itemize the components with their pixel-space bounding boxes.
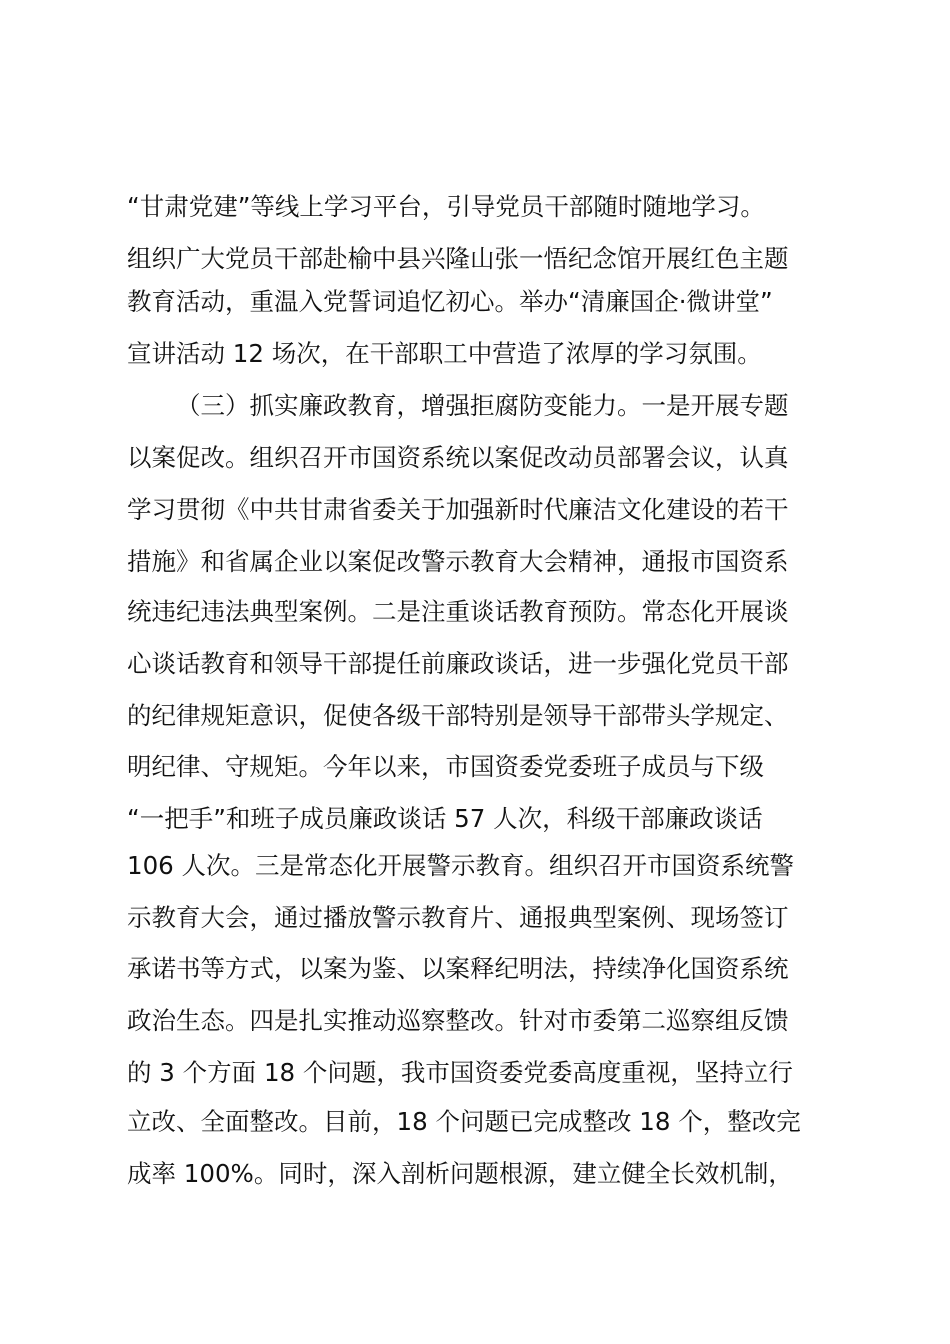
text-line: 成率 100%。同时，深入剖析问题根源，建立健全长效机制， <box>127 1159 793 1188</box>
text-line: 的 3 个方面 18 个问题，我市国资委党委高度重视，坚持立行 <box>127 1058 793 1087</box>
text-line: “甘肃党建”等线上学习平台，引导党员干部随时随地学习。 <box>127 192 765 221</box>
text-line: 立改、全面整改。目前，18 个问题已完成整改 18 个，整改完 <box>127 1107 801 1136</box>
text-line: 示教育大会，通过播放警示教育片、通报典型案例、现场签订 <box>127 903 789 932</box>
text-line: 教育活动，重温入党誓词追忆初心。举办“清廉国企·微讲堂” <box>127 287 773 316</box>
text-line: “一把手”和班子成员廉政谈话 57 人次，科级干部廉政谈话 <box>127 804 763 833</box>
text-line: 106 人次。三是常态化开展警示教育。组织召开市国资系统警 <box>127 851 795 880</box>
text-line: 以案促改。组织召开市国资系统以案促改动员部署会议，认真 <box>127 443 789 472</box>
text-line: 组织广大党员干部赴榆中县兴隆山张一悟纪念馆开展红色主题 <box>127 244 789 273</box>
text-line: 的纪律规矩意识，促使各级干部特别是领导干部带头学规定、 <box>127 701 789 730</box>
text-line: 心谈话教育和领导干部提任前廉政谈话，进一步强化党员干部 <box>127 649 789 678</box>
text-line: 政治生态。四是扎实推动巡察整改。针对市委第二巡察组反馈 <box>127 1006 789 1035</box>
text-line: 明纪律、守规矩。今年以来，市国资委党委班子成员与下级 <box>127 752 764 781</box>
text-line: 统违纪违法典型案例。二是注重谈话教育预防。常态化开展谈 <box>127 597 789 626</box>
text-line: 措施》和省属企业以案促改警示教育大会精神，通报市国资系 <box>127 547 789 576</box>
text-line: 承诺书等方式，以案为鉴、以案释纪明法，持续净化国资系统 <box>127 954 789 983</box>
section-heading-line: （三）抓实廉政教育，增强拒腐防变能力。一是开展专题 <box>176 391 789 420</box>
text-line: 学习贯彻《中共甘肃省委关于加强新时代廉洁文化建设的若干 <box>127 495 789 524</box>
text-line: 宣讲活动 12 场次，在干部职工中营造了浓厚的学习氛围。 <box>127 339 762 368</box>
